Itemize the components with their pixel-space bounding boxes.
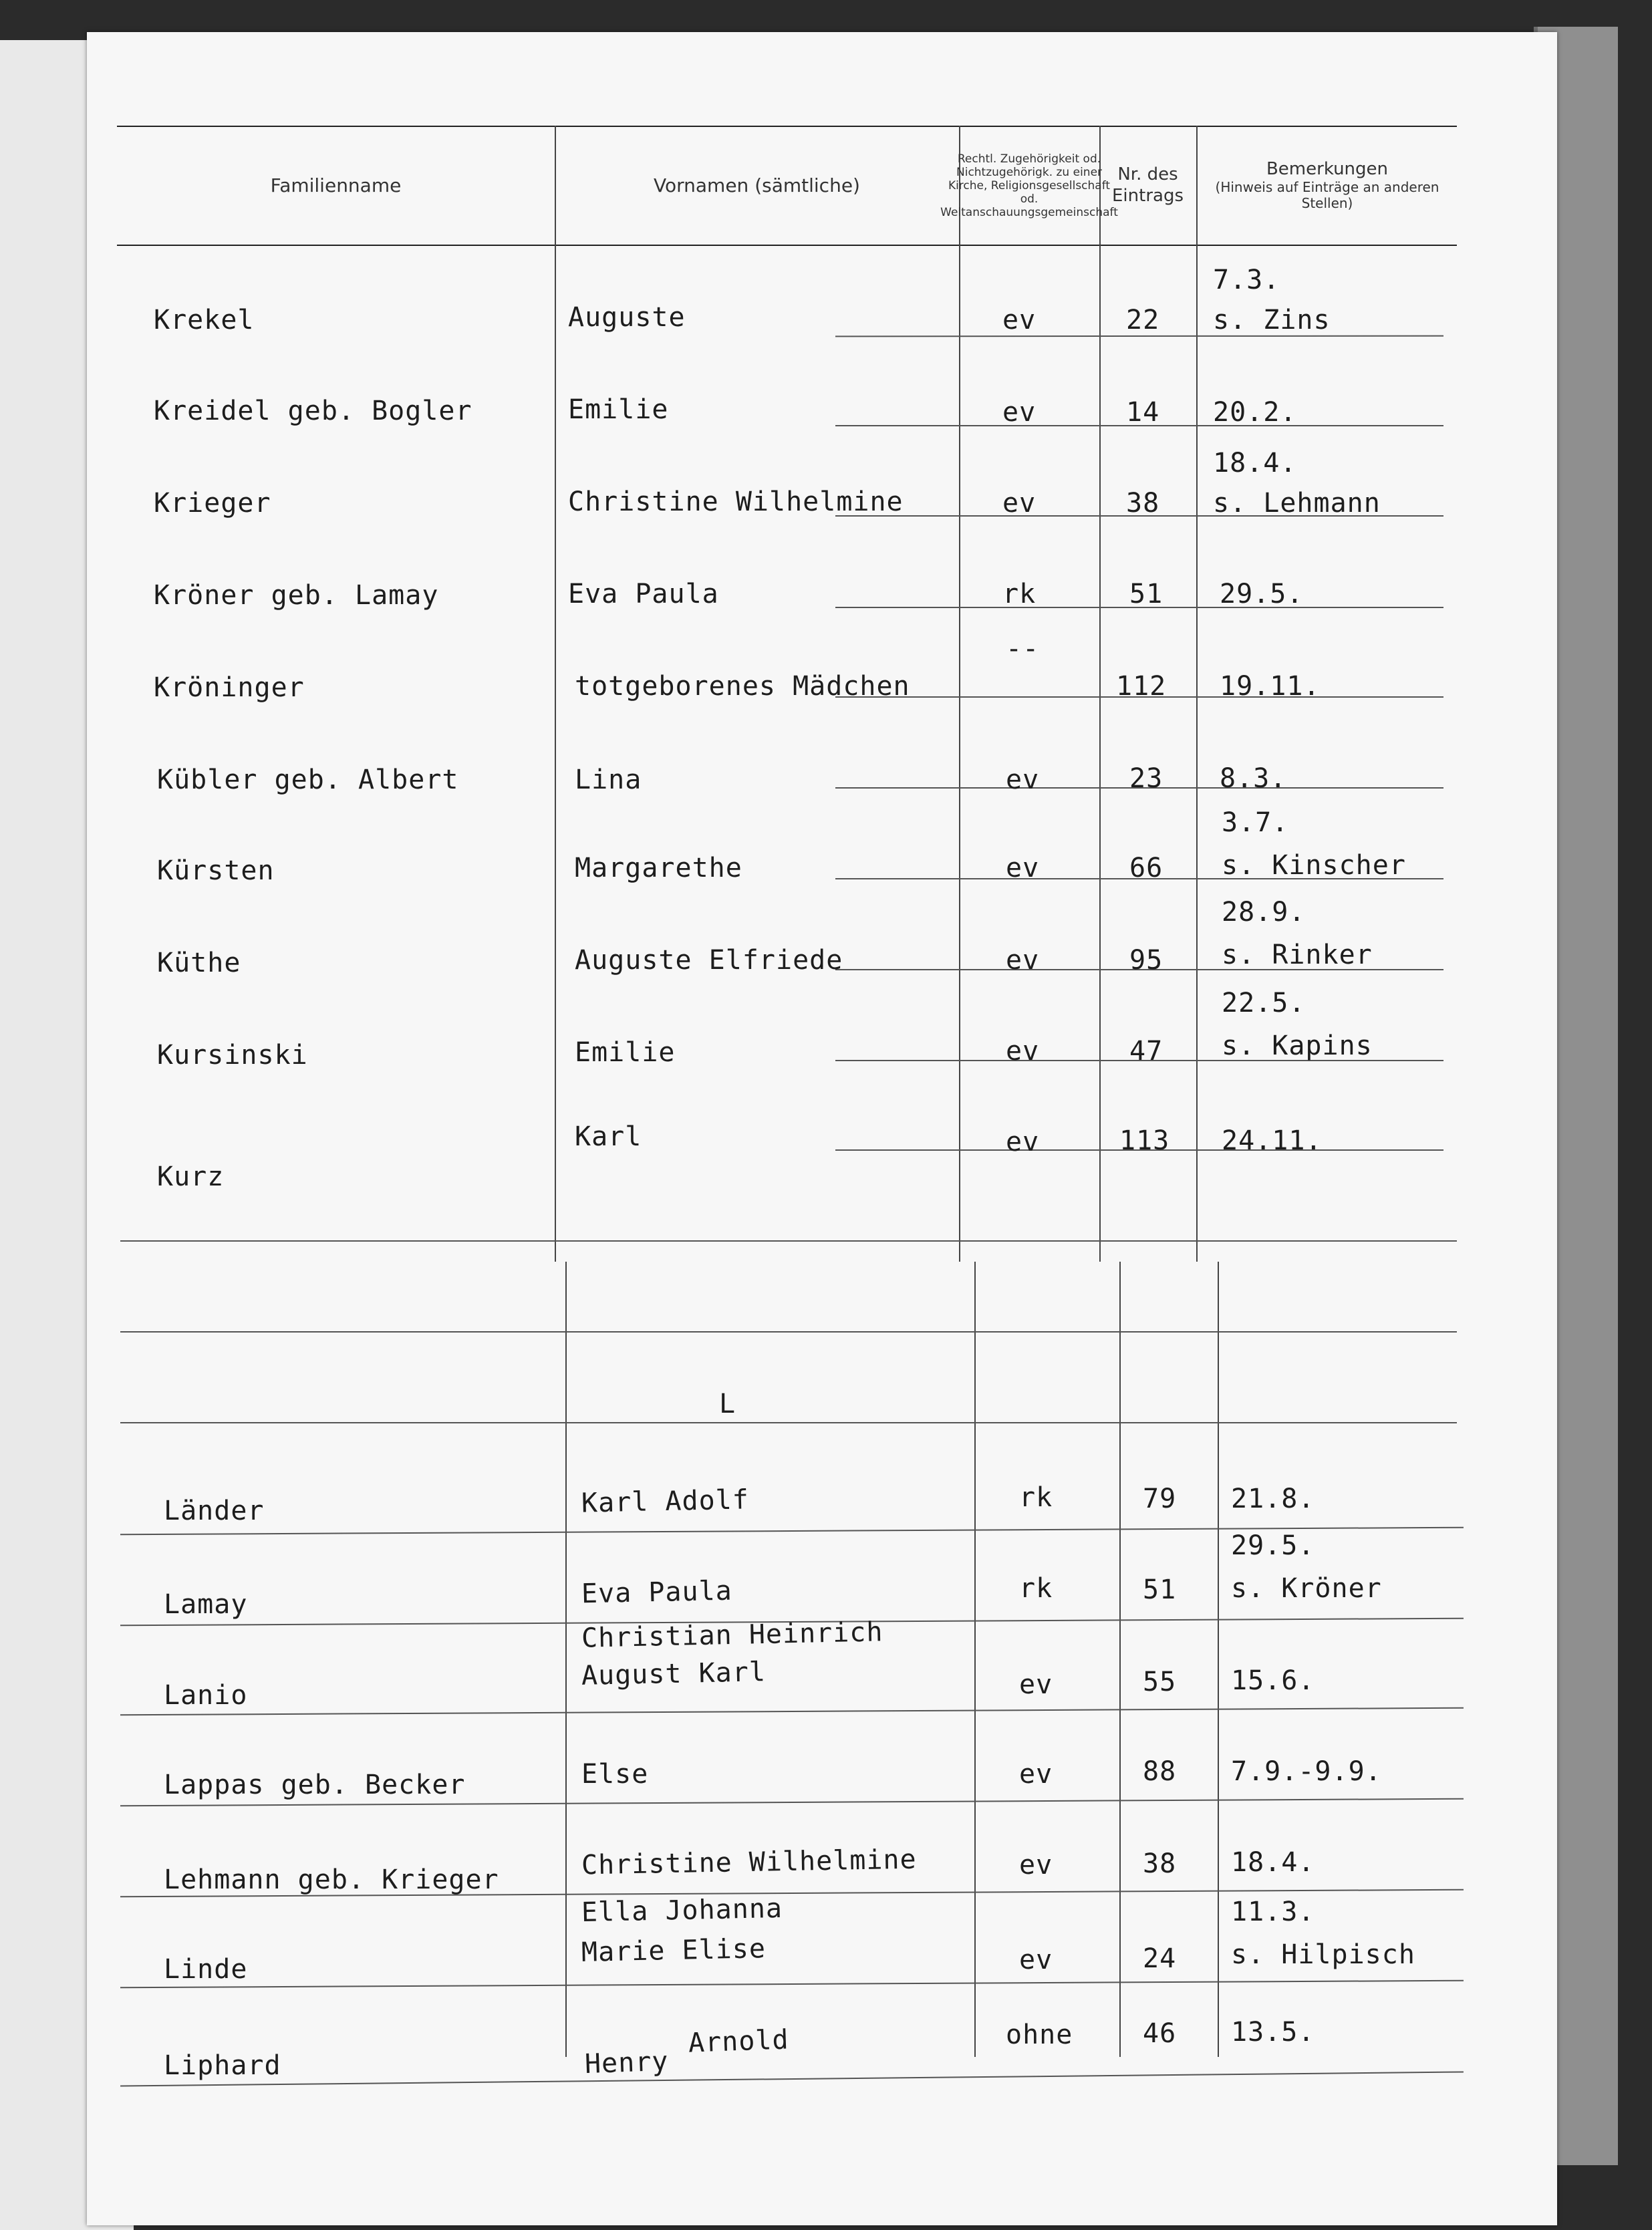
religion: ohne [1006,2019,1073,2050]
entry-number: 51 [1143,1574,1177,1605]
family-name: Kröner geb. Lamay [154,580,439,611]
family-name: Linde [164,1954,248,1985]
entry-number: 24 [1143,1943,1177,1974]
family-name: Kurz [157,1161,225,1192]
religion: ev [1006,853,1040,883]
entry-number: 88 [1143,1756,1177,1787]
family-name: Länder [164,1496,265,1526]
given-names: Auguste Elfriede [575,945,843,976]
religion: ev [1002,397,1037,428]
row-rule [120,1422,1457,1423]
column-rule [565,1262,567,2057]
entry-number: 47 [1129,1036,1163,1067]
entry-number: 113 [1119,1125,1170,1156]
family-name: Lappas geb. Becker [164,1770,466,1800]
religion: ev [1006,764,1040,795]
remark-line2: s. Zins [1213,305,1331,335]
row-rule [835,335,1443,337]
entry-number: 66 [1129,853,1163,883]
given-names: Christine Wilhelmine [568,486,904,517]
given-names: Else [581,1759,649,1790]
family-name: Liphard [164,2050,281,2081]
religion: ev [1019,1945,1053,1975]
remark-line2: s. Kröner [1231,1573,1382,1604]
entry-number: 46 [1143,2018,1177,2049]
family-name: Lamay [164,1589,248,1620]
religion: -- [1006,634,1040,664]
religion: ev [1002,488,1037,519]
given-names: Emilie [568,394,669,425]
religion: ev [1019,1759,1053,1790]
given-names-line2: August Karl [581,1657,767,1691]
remark-line2: s. Rinker [1222,940,1373,970]
given-names: Auguste [568,302,686,333]
given-names-line2: Arnold [688,2024,790,2059]
column-rule [555,126,556,1262]
entry-number: 55 [1143,1667,1177,1697]
given-names: Christine Wilhelmine [581,1844,918,1881]
remark-line1: 29.5. [1231,1530,1315,1561]
given-names: Lina [575,764,642,795]
given-names: Ella Johanna [581,1893,783,1929]
remark-line1: 7.3. [1213,265,1280,295]
religion: ev [1002,305,1037,335]
remark-line1: 3.7. [1222,807,1289,838]
register-page [87,32,1557,2225]
entry-number: 79 [1143,1484,1177,1514]
remark-line2: 8.3. [1220,763,1287,794]
header-nr: Nr. des Eintrags [1112,164,1184,206]
column-rule [974,1262,976,2057]
remark-line1: 28.9. [1222,897,1306,928]
entry-number: 38 [1126,488,1160,519]
religion: ev [1006,945,1040,976]
header-religion: Rechtl. Zugehörigkeit od. Nichtzugehörigk. zu einer Kirche, Religionsgesellschaft od. Weltanschauungsgemeinschaft [940,152,1118,219]
section-letter: L [719,1389,736,1419]
family-name: Krieger [154,488,271,519]
header-bemerkungen: Bemerkungen (Hinweis auf Einträge an anderen Stellen) [1215,159,1439,211]
remark-line2: s. Kinscher [1222,850,1406,881]
entry-number: 51 [1129,579,1163,609]
given-names: Karl [575,1121,642,1152]
religion: rk [1019,1573,1053,1604]
remark-line2: 29.5. [1220,579,1304,609]
header-bottom-rule [117,245,1457,246]
religion: ev [1019,1669,1053,1700]
remark-line2: 21.8. [1231,1484,1315,1514]
religion: rk [1019,1482,1053,1513]
remark-line2: s. Kapins [1222,1030,1373,1061]
header-familienname: Familienname [270,174,402,196]
family-name: Küthe [157,948,241,978]
family-name: Krekel [154,305,255,335]
row-rule [120,1331,1457,1333]
column-rule [1119,1262,1121,2057]
religion: ev [1019,1850,1053,1880]
family-name: Kürsten [157,855,275,886]
row-rule [120,1980,1464,1989]
family-name: Lanio [164,1680,248,1711]
remark-line2: 20.2. [1213,397,1297,428]
given-names: Karl Adolf [581,1484,750,1519]
column-rule [959,126,960,1262]
family-name: Kreidel geb. Bogler [154,396,472,426]
remark-line2: 7.9.-9.9. [1231,1756,1382,1787]
religion: rk [1002,579,1037,609]
entry-number: 14 [1126,397,1160,428]
entry-number: 23 [1129,763,1163,794]
family-name: Kröninger [154,672,305,703]
given-names: Henry [584,2046,670,2080]
remark-line2: 15.6. [1231,1665,1315,1696]
column-rule [1196,126,1198,1262]
entry-number: 112 [1116,671,1167,702]
row-rule [120,1707,1464,1716]
remark-line2: s. Hilpisch [1231,1939,1415,1970]
entry-number: 95 [1129,945,1163,976]
header-vornamen: Vornamen (sämtliche) [654,174,860,196]
remark-line1: 18.4. [1213,448,1297,478]
entry-number: 22 [1126,305,1160,335]
remark-line2: 13.5. [1231,2017,1315,2048]
column-rule [1099,126,1101,1262]
religion: ev [1006,1127,1040,1157]
given-names: Margarethe [575,853,742,883]
row-rule [120,2071,1464,2086]
entry-number: 38 [1143,1848,1177,1879]
given-names-line2: Marie Elise [581,1933,767,1968]
remark-line2: 24.11. [1222,1125,1323,1156]
given-names: Eva Paula [581,1575,733,1610]
given-names: Emilie [575,1037,676,1068]
remark-line2: 18.4. [1231,1847,1315,1878]
family-name: Lehmann geb. Krieger [164,1864,499,1895]
remark-line1: 22.5. [1222,988,1306,1018]
remark-line1: 11.3. [1231,1897,1315,1927]
given-names: Christian Heinrich [581,1617,883,1654]
religion: ev [1006,1036,1040,1067]
row-rule [120,1240,1457,1242]
remark-line2: s. Lehmann [1213,488,1381,519]
family-name: Kübler geb. Albert [157,764,459,795]
family-name: Kursinski [157,1040,308,1071]
column-rule [1218,1262,1219,2057]
given-names: totgeborenes Mädchen [575,671,910,702]
remark-line2: 19.11. [1220,671,1321,702]
given-names: Eva Paula [568,579,719,609]
